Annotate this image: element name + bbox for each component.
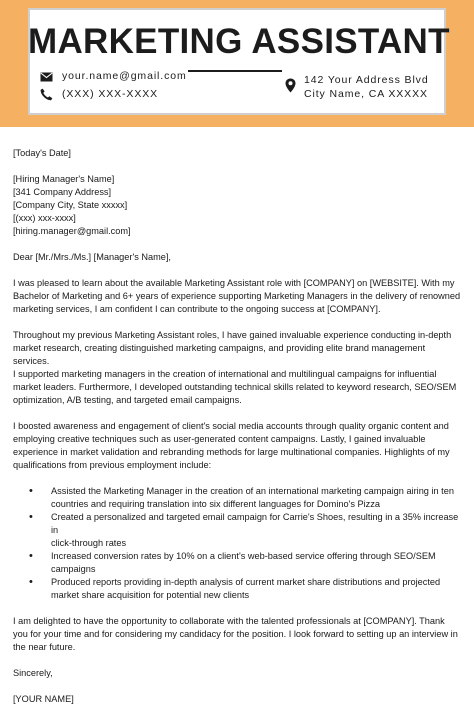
bullet-line: click-through rates xyxy=(51,538,127,548)
bullet-line: campaigns xyxy=(51,564,96,574)
paragraph-line: I was pleased to learn about the available Marketing Assistant role with [COMPANY] on [WEBSITE]. With my xyxy=(13,278,455,288)
address-line-2: City Name, CA XXXXX xyxy=(304,88,428,100)
list-item xyxy=(29,511,463,550)
paragraph-closing xyxy=(13,615,463,654)
recipient-address: [341 Company Address] xyxy=(13,187,112,197)
paragraph-line: qualifications from previous employment include: xyxy=(13,460,212,470)
paragraph-line: optimization, A/B testing, and targeted email campaigns. xyxy=(13,395,242,405)
bullet-line: • Produced reports providing in-depth analysis of current market share distributions and projected xyxy=(51,577,441,587)
recipient-email: [hiring.manager@gmail.com] xyxy=(13,226,131,236)
list-item xyxy=(29,550,463,576)
paragraph-intro xyxy=(13,277,463,316)
paragraph-line: I am delighted to have the opportunity to collaborate with the talented professionals at [COMPANY]. Thank xyxy=(13,616,445,626)
bullet-line: • Created a personalized and targeted email campaign for Carrie's Shoes, resulting in a 35% increase in xyxy=(51,512,459,535)
letter-body xyxy=(13,147,463,706)
phone-text: (XXX) XXX-XXXX xyxy=(62,88,159,100)
signature-name: [YOUR NAME] xyxy=(13,694,74,704)
paragraph-line: marketing services, I am confident I can contribute to the ongoing success at [COMPANY]. xyxy=(13,304,381,314)
letter-date: [Today's Date] xyxy=(13,148,71,158)
header-card xyxy=(28,8,450,115)
recipient-name: [Hiring Manager's Name] xyxy=(13,174,115,184)
highlights-list xyxy=(13,485,463,602)
bullet-line: • Assisted the Marketing Manager in the creation of an international marketing campaign airing in ten xyxy=(51,486,454,496)
envelope-icon xyxy=(40,72,53,82)
paragraph-experience xyxy=(13,329,463,407)
phone-icon xyxy=(40,88,53,101)
address-line-1: 142 Your Address Blvd xyxy=(304,74,429,86)
paragraph-line: I boosted awareness and engagement of client's social media accounts through quality organic content and xyxy=(13,421,449,431)
paragraph-line: market leaders. Furthermore, I developed outstanding technical skills related to keyword research, SEO/SEM xyxy=(13,382,457,392)
paragraph-line: the near future. xyxy=(13,642,76,652)
bullet-line: countries and requiring translation into six different languages for Domino's Pizza xyxy=(51,499,380,509)
paragraph-line: Bachelor of Marketing and 6+ years of experience supporting Marketing Managers in the delivery of renowned xyxy=(13,291,461,301)
paragraph-line: market research, creating distinguished marketing campaigns, and providing elite brand management services. xyxy=(13,343,426,366)
bullet-line: • Increased conversion rates by 10% on a client's web-based service offering through SEO/SEM xyxy=(51,551,436,561)
list-item xyxy=(29,576,463,602)
recipient-phone: [(xxx) xxx-xxxx] xyxy=(13,213,76,223)
paragraph-line: I supported marketing managers in the creation of international and multilingual campaigns for influential xyxy=(13,369,437,379)
title-divider xyxy=(188,70,282,72)
recipient-city: [Company City, State xxxxx] xyxy=(13,200,128,210)
paragraph-line: employing creative techniques such as user-generated content campaigns. Lastly, I gained invaluable xyxy=(13,434,426,444)
list-item xyxy=(29,485,463,511)
email-text: your.name@gmail.com xyxy=(62,70,187,82)
paragraph-line: you for your time and for considering my candidacy for the position. I look forward to setting up an interview in xyxy=(13,629,458,639)
signoff: Sincerely, xyxy=(13,668,53,678)
bullet-line: market share acquisition for potential new clients xyxy=(51,590,250,600)
paragraph-line: Throughout my previous Marketing Assistant roles, I have gained invaluable experience conducting in-depth xyxy=(13,330,452,340)
salutation: Dear [Mr./Mrs./Ms.] [Manager's Name], xyxy=(13,252,171,262)
map-pin-icon xyxy=(285,78,296,93)
paragraph-line: experience in market validation and rebranding methods for large multinational companies. Highlights of my xyxy=(13,447,450,457)
page-title: MARKETING ASSISTANT xyxy=(28,22,450,61)
paragraph-achievements xyxy=(13,420,463,472)
